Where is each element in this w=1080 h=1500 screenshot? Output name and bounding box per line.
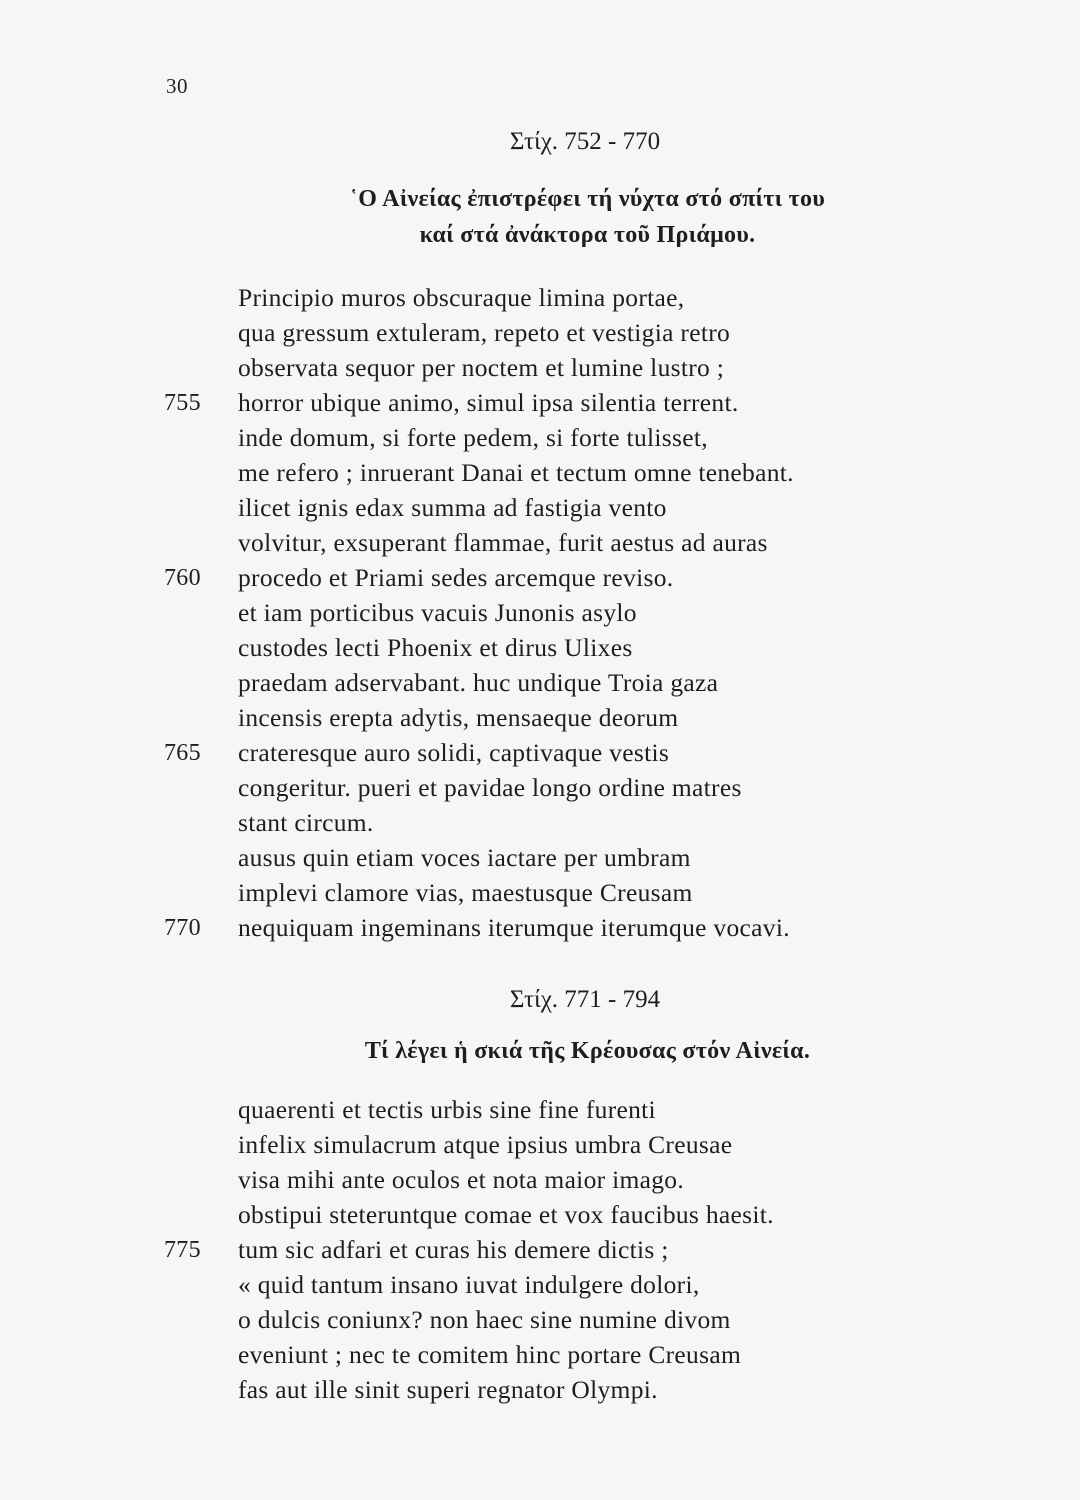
verse-text: crateresque auro solidi, captivaque vestis bbox=[238, 738, 670, 767]
verse-text: custodes lecti Phoenix et dirus Ulixes bbox=[238, 633, 633, 662]
line-number: 765 bbox=[164, 740, 201, 766]
verse-text: ausus quin etiam voces iactare per umbram bbox=[238, 843, 691, 872]
verse-line bbox=[0, 1128, 1080, 1162]
verse-text: o dulcis coniunx? non haec sine numine divom bbox=[238, 1305, 731, 1334]
line-number: 755 bbox=[164, 390, 201, 416]
verse-line bbox=[0, 316, 1080, 350]
verse-line bbox=[0, 561, 1080, 595]
verse-range-1: Στίχ. 752 - 770 bbox=[509, 128, 661, 155]
verse-line bbox=[0, 596, 1080, 630]
verse-text: nequiquam ingeminans iterumque iterumque vocavi. bbox=[238, 913, 790, 942]
verse-line bbox=[0, 701, 1080, 735]
verse-line bbox=[0, 1093, 1080, 1127]
section-heading-1a: ῾Ο Αἰνείας ἐπιστρέφει τή νύχτα στό σπίτι του bbox=[349, 186, 826, 212]
verse-line bbox=[0, 666, 1080, 700]
verse-line bbox=[0, 386, 1080, 420]
verse-text: tum sic adfari et curas his demere dictis ; bbox=[238, 1235, 669, 1264]
line-number: 760 bbox=[164, 565, 201, 591]
verse-text: horror ubique animo, simul ipsa silentia terrent. bbox=[238, 388, 739, 417]
page-number: 30 bbox=[166, 74, 188, 98]
section-heading-1b: καί στά ἀνάκτορα τοῦ Πριάμου. bbox=[419, 222, 756, 248]
verse-text: obstipui steteruntque comae et vox faucibus haesit. bbox=[238, 1200, 774, 1229]
verse-text: ilicet ignis edax summa ad fastigia vento bbox=[238, 493, 667, 522]
verse-line bbox=[0, 351, 1080, 385]
verse-line bbox=[0, 1373, 1080, 1407]
verse-text: Principio muros obscuraque limina portae, bbox=[238, 283, 685, 312]
verse-text: stant circum. bbox=[238, 808, 374, 837]
verse-text: procedo et Priami sedes arcemque reviso. bbox=[238, 563, 674, 592]
verse-text: infelix simulacrum atque ipsius umbra Creusae bbox=[238, 1130, 733, 1159]
verse-line bbox=[0, 456, 1080, 490]
line-number: 775 bbox=[164, 1237, 201, 1263]
verse-line bbox=[0, 421, 1080, 455]
verse-line bbox=[0, 281, 1080, 315]
verse-line bbox=[0, 491, 1080, 525]
verse-line bbox=[0, 631, 1080, 665]
verse-line bbox=[0, 1303, 1080, 1337]
verse-text: inde domum, si forte pedem, si forte tulisset, bbox=[238, 423, 708, 452]
verse-line bbox=[0, 876, 1080, 910]
verse-line bbox=[0, 911, 1080, 945]
verse-text: « quid tantum insano iuvat indulgere dolori, bbox=[238, 1270, 700, 1299]
verse-line bbox=[0, 1268, 1080, 1302]
verse-line bbox=[0, 1198, 1080, 1232]
verse-text: volvitur, exsuperant flammae, furit aestus ad auras bbox=[238, 528, 768, 557]
verse-text: quaerenti et tectis urbis sine fine furenti bbox=[238, 1095, 656, 1124]
verse-text: eveniunt ; nec te comitem hinc portare Creusam bbox=[238, 1340, 742, 1369]
verse-line bbox=[0, 1233, 1080, 1267]
verse-line bbox=[0, 526, 1080, 560]
verse-line bbox=[0, 771, 1080, 805]
verse-line bbox=[0, 1338, 1080, 1372]
verse-text: et iam porticibus vacuis Junonis asylo bbox=[238, 598, 637, 627]
verse-text: incensis erepta adytis, mensaeque deorum bbox=[238, 703, 679, 732]
verse-text: visa mihi ante oculos et nota maior imago. bbox=[238, 1165, 684, 1194]
verse-text: observata sequor per noctem et lumine lustro ; bbox=[238, 353, 725, 382]
verse-line bbox=[0, 841, 1080, 875]
verse-text: me refero ; inruerant Danai et tectum omne tenebant. bbox=[238, 458, 794, 487]
verse-text: fas aut ille sinit superi regnator Olympi. bbox=[238, 1375, 658, 1404]
verse-line bbox=[0, 736, 1080, 770]
verse-text: implevi clamore vias, maestusque Creusam bbox=[238, 878, 693, 907]
line-number: 770 bbox=[164, 915, 201, 941]
verse-text: praedam adservabant. huc undique Troia gaza bbox=[238, 668, 719, 697]
verse-line bbox=[0, 1163, 1080, 1197]
verse-text: congeritur. pueri et pavidae longo ordine matres bbox=[238, 773, 742, 802]
verse-text: qua gressum extuleram, repeto et vestigia retro bbox=[238, 318, 731, 347]
verse-range-2: Στίχ. 771 - 794 bbox=[509, 986, 661, 1013]
verse-line bbox=[0, 806, 1080, 840]
section-heading-2: Τί λέγει ἡ σκιά τῆς Κρέουσας στόν Αἰνεία. bbox=[364, 1038, 811, 1064]
